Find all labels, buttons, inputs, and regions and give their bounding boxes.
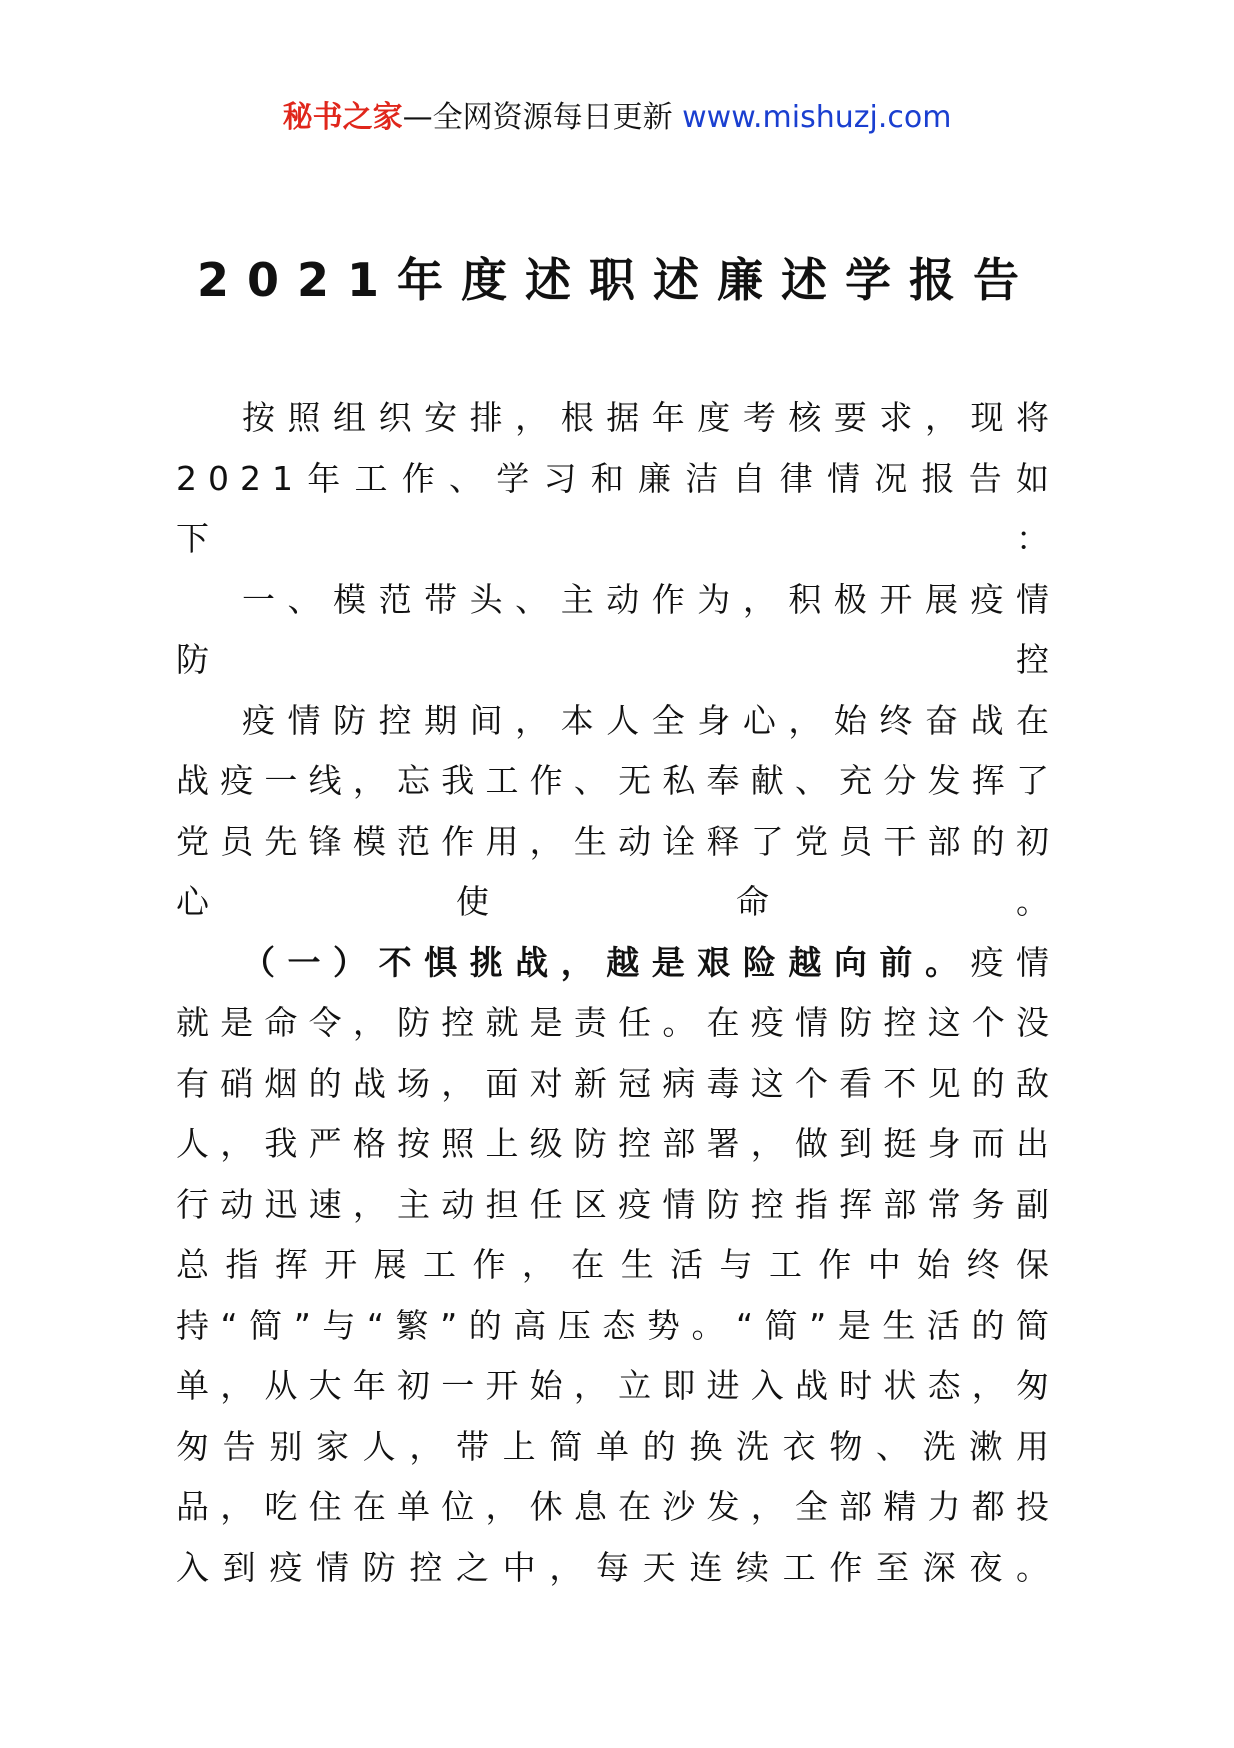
site-brand: 秘书之家	[282, 100, 403, 135]
site-header	[0, 98, 1234, 138]
subsection-1-heading: （一）不惧挑战，越是艰险越向前。	[242, 942, 971, 982]
document-title: 2021年度述职述廉述学报告	[196, 253, 1038, 307]
section-1-heading: 一、模范带头、主动作为，积极开展疫情防控	[176, 579, 1060, 679]
document-body	[176, 388, 1060, 1598]
subsection-1-paragraph	[176, 933, 1060, 1599]
section-1-body: 疫情防控期间，本人全身心，始终奋战在战疫一线，忘我工作、无私奉献、充分发挥了党员先锋模范作用，生动诠释了党员干部的初心使命。	[176, 700, 1060, 921]
site-url-link[interactable]: www.mishuzj.com	[682, 100, 952, 135]
site-tagline: —全网资源每日更新	[402, 100, 683, 135]
intro-paragraph: 按照组织安排，根据年度考核要求，现将2021年工作、学习和廉洁自律情况报告如下：	[176, 398, 1060, 558]
subsection-1-body: 疫情就是命令，防控就是责任。在疫情防控这个没有硝烟的战场，面对新冠病毒这个看不见的敌人，我严格按照上级防控部署，做到挺身而出行动迅速，主动担任区疫情防控指挥部常务副总指挥开展工作，在生活与工作中始终保持“简”与“繁”的高压态势。“简”是生活的简单，从大年初一开始，立即进入战时状态，匆匆告别家人，带上简单的换洗衣物、洗漱用品，吃住在单位，休息在沙发，全部精力都投入到疫情防控之中，每天连续工作至深夜。	[176, 942, 1061, 1587]
